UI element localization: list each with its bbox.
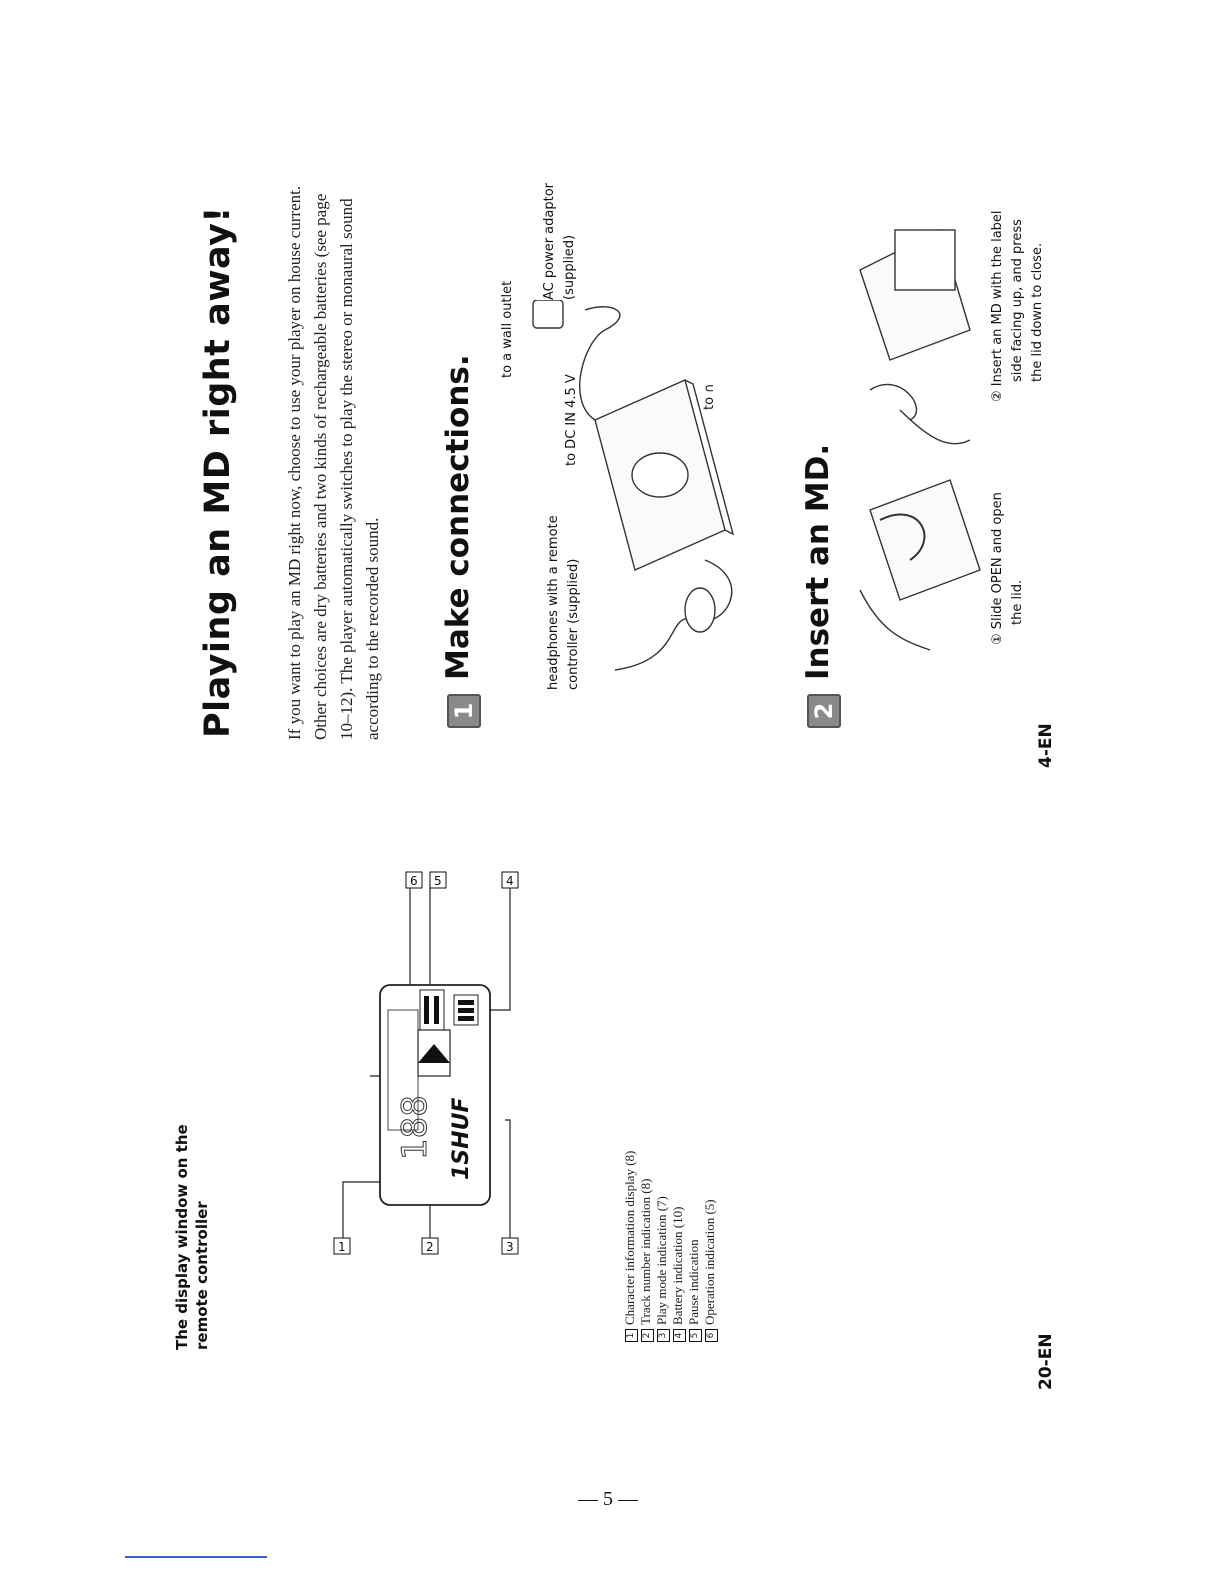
legend-item: 3Play mode indication (7) xyxy=(654,1151,670,1342)
step1-title: Make connections. xyxy=(440,354,476,680)
step2-heading xyxy=(800,444,841,728)
bottom-rule xyxy=(125,1556,267,1558)
step2-number: 2 xyxy=(807,694,841,728)
pause-indication xyxy=(420,990,444,1030)
remote-display-heading-line2: remote controller xyxy=(193,1201,211,1350)
left-page-number: 20-EN xyxy=(1036,1333,1056,1390)
label-phones-jack: to ∩ xyxy=(702,383,717,410)
step2-caption-1: ① Slide OPEN and open the lid. xyxy=(990,492,1025,645)
insert-md-illustration xyxy=(840,210,990,670)
remote-display-heading-line1: The display window on the xyxy=(173,1124,191,1350)
legend-item: 2Track number indication (8) xyxy=(638,1151,654,1342)
callout-4: 4 xyxy=(506,874,514,888)
callout-line-5 xyxy=(430,880,438,990)
label-wall-outlet: to a wall outlet xyxy=(500,280,515,378)
remote-display-heading xyxy=(172,1124,212,1350)
step2-caption-2: ② Insert an MD with the label side facing up, and press the lid down to close. xyxy=(990,210,1045,402)
callout-1: 1 xyxy=(338,1240,346,1254)
step1-heading xyxy=(440,354,481,728)
page-title: Playing an MD right away! xyxy=(198,206,238,738)
label-headphones: headphones with a remote controller (supplied) xyxy=(546,515,581,690)
legend-item: 4Battery indication (10) xyxy=(670,1151,686,1342)
legend-item: 1Character information display (8) xyxy=(622,1151,638,1342)
play-mode-text: 1SHUF xyxy=(449,1097,474,1180)
callout-2: 2 xyxy=(426,1240,434,1254)
label-ac-adaptor: AC power adaptor (supplied) xyxy=(542,182,577,300)
sheet-number: — 5 — xyxy=(578,1488,638,1510)
callout-line-3 xyxy=(505,1120,510,1238)
callout-3: 3 xyxy=(506,1240,514,1254)
step1-number: 1 xyxy=(447,694,481,728)
callout-6: 6 xyxy=(410,874,418,888)
track-digits: 188 xyxy=(395,1095,435,1160)
label-dc-in: to DC IN 4.5 V xyxy=(564,374,579,466)
legend-item: 5Pause indication xyxy=(686,1151,702,1342)
step2-title: Insert an MD. xyxy=(800,443,836,680)
display-legend xyxy=(622,1151,718,1342)
intro-text: If you want to play an MD right now, choose to use your player on house current. Other choices are dry batteries and two kinds of rechargeable batteries (see page 10–12). The player automatically switches to play the stereo or monaural sound according to the recorded sound. xyxy=(285,185,382,740)
right-page-number: 4-EN xyxy=(1036,723,1056,768)
intro-paragraph xyxy=(282,180,386,740)
callout-line-1 xyxy=(343,1076,380,1238)
callout-5: 5 xyxy=(434,874,442,888)
legend-item: 6Operation indication (5) xyxy=(702,1151,718,1342)
